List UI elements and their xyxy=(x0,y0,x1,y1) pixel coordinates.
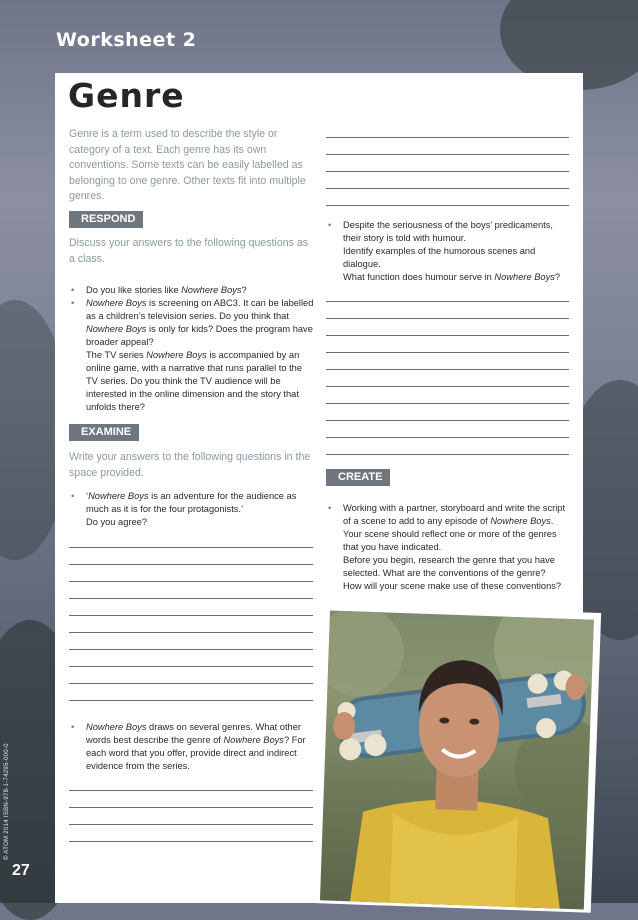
examine-item-2: • Nowhere Boys draws on several genres. What other words best describe the genre of Nowhere Boys? For each word that you offer, provide direct and indirect evidence from the series. xyxy=(70,721,312,773)
examine-tag: EXAMINE xyxy=(69,424,139,441)
create-tag: CREATE xyxy=(326,469,390,486)
respond-prompt: Discuss your answers to the following questions as a class. xyxy=(69,237,309,265)
examine-item-1: • ‘Nowhere Boys is an adventure for the audience as much as it is for the four protagonists.’ Do you agree? xyxy=(70,490,310,529)
worksheet-label: Worksheet 2 xyxy=(56,29,197,51)
examine-prompt: Write your answers to the following questions in the space provided. xyxy=(69,451,311,479)
answer-lines[interactable] xyxy=(69,790,313,842)
page-number: 27 xyxy=(12,862,30,879)
respond-list xyxy=(70,284,315,414)
answer-lines[interactable] xyxy=(69,547,313,701)
answer-lines[interactable] xyxy=(326,301,569,455)
copyright-text: © ATOM 2014 ISBN-978-1-74295-000-0 xyxy=(4,743,10,860)
intro-paragraph: Genre is a term used to describe the style or category of a text. Each genre has its own conventions. Some texts can be easily labelled as belonging to one genre. Other texts fit into multiple genres. xyxy=(69,128,306,202)
photo-illustration xyxy=(320,610,594,909)
page-title: Genre xyxy=(68,76,185,115)
humour-item: • Despite the seriousness of the boys’ predicaments, their story is told with humour. Identify examples of the humorous scenes and dialogue. What function does humour serve in Nowhere Boys? xyxy=(327,219,569,284)
photo-frame xyxy=(313,603,601,913)
list-item: The TV series Nowhere Boys is accompanied by an online game, with a narrative that runs parallel to the TV series. Do you think the TV audience will be interested in the online dimension and the story that unfolds there? xyxy=(86,350,303,412)
respond-tag: RESPOND xyxy=(69,211,143,228)
create-item: • Working with a partner, storyboard and write the script of a scene to add to any episode of Nowhere Boys. Your scene should reflect one or more of the genres that you have indicated. Before you begin, research the genre that you have selected. What are the conventions of the genre? How will your scene make use of these conventions? xyxy=(327,502,569,593)
boy-with-skateboard-photo xyxy=(320,610,594,909)
list-item: • Do you like stories like Nowhere Boys? xyxy=(86,284,315,297)
answer-lines[interactable] xyxy=(326,137,569,206)
list-item: • Nowhere Boys is screening on ABC3. It can be labelled as a children’s television series. Do you think that Nowhere Boys is only for kids? Does the program have broader appeal? xyxy=(86,297,315,349)
